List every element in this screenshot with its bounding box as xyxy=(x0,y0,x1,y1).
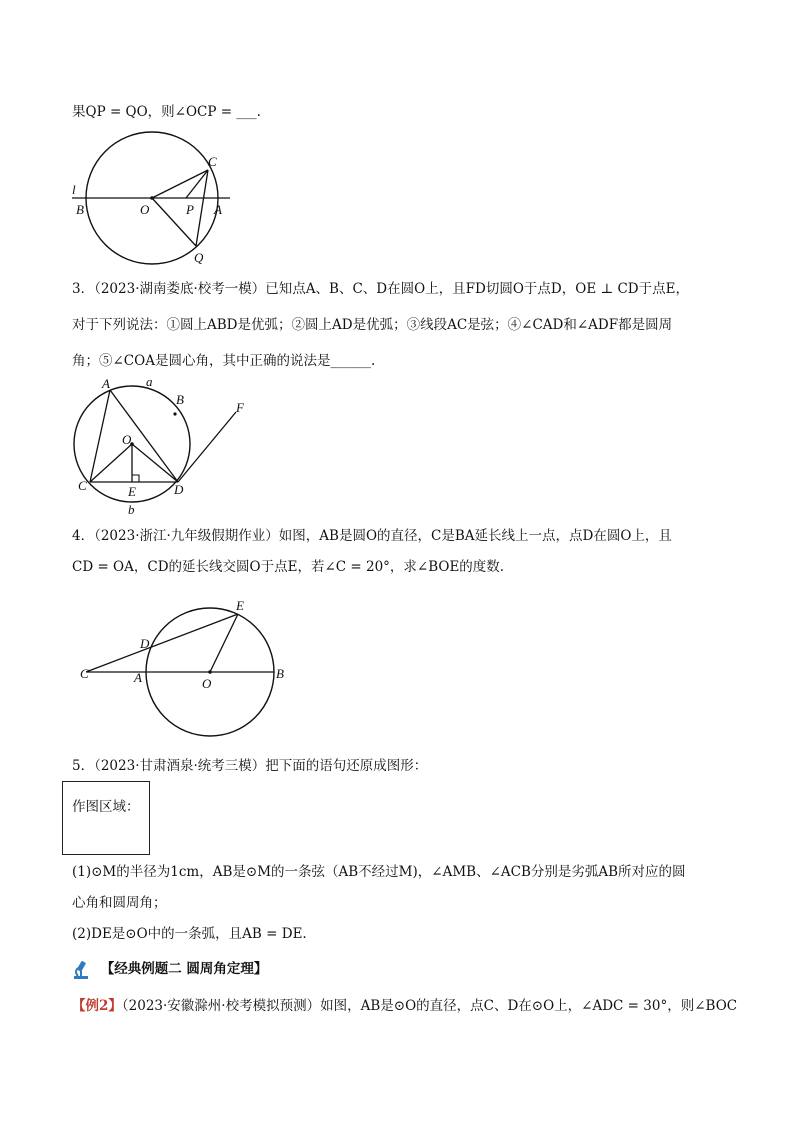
drawing-area-label: 作图区域： xyxy=(72,799,140,815)
fig4-label-e: E xyxy=(236,598,244,613)
figure-q3 xyxy=(68,372,258,520)
q4-line2: CD = OA，CD的延长线交圆O于点E，若∠C = 20°，求∠BOE的度数. xyxy=(72,559,505,575)
drawing-area-box xyxy=(62,781,150,855)
figure-q2 xyxy=(68,128,238,268)
fig4-label-o: O xyxy=(202,676,212,691)
fig3-label-d: D xyxy=(174,482,184,497)
fig2-label-o: O xyxy=(140,202,150,217)
fig3-label-c: C xyxy=(78,478,87,493)
fig3-label-arc-a: a xyxy=(146,374,153,389)
microscope-icon xyxy=(70,959,92,981)
fig2-label-a: A xyxy=(214,202,222,217)
q5-item2: (2)DE是⊙O中的一条弧，且AB = DE. xyxy=(72,926,307,942)
fig3-label-e: E xyxy=(128,484,136,499)
fig4-label-b: B xyxy=(276,666,284,681)
example-2-text: （2023·安徽滁州·校考模拟预测）如图，AB是⊙O的直径，点C、D在⊙O上，∠ADC = 30°，则∠BOC xyxy=(121,998,738,1014)
example-section-title xyxy=(70,957,267,981)
example-2-tag: 【例2】 xyxy=(72,998,122,1014)
fig2-label-p: P xyxy=(186,202,194,217)
q3-line2: 对于下列说法：①圆上ABD是优弧；②圆上AD是优弧；③线段AC是弦；④∠CAD和∠ADF都是圆周 xyxy=(72,317,673,333)
fig3-label-a: A xyxy=(102,376,110,391)
q4-line1: 4．（2023·浙江·九年级假期作业）如图，AB是圆O的直径，C是BA延长线上一点，点D在圆O上，且 xyxy=(72,528,672,544)
q5-item1-a: (1)⊙M的半径为1cm，AB是⊙M的一条弦（AB不经过M)，∠AMB、∠ACB分别是劣弧AB所对应的圆 xyxy=(72,864,686,880)
fig2-label-c: C xyxy=(208,154,217,169)
fig3-label-o: O xyxy=(122,432,132,447)
q5-item1-b: 心角和圆周角； xyxy=(72,895,167,911)
fig2-label-l: l xyxy=(72,182,76,197)
fig4-label-a: A xyxy=(134,670,142,685)
q3-line1: 3．（2023·湖南娄底·校考一模）已知点A、B、C、D在圆O上，且FD切圆O于点D，OE ⊥ CD于点E， xyxy=(72,281,689,297)
fig3-label-b: B xyxy=(176,392,184,407)
fig2-label-b: B xyxy=(76,202,84,217)
q3-line3: 角；⑤∠COA是圆心角，其中正确的说法是______. xyxy=(72,353,376,369)
figure-q4 xyxy=(72,598,302,740)
q5-line1: 5．（2023·甘肃酒泉·统考三模）把下面的语句还原成图形： xyxy=(72,758,428,774)
q2-line: 果QP = QO，则∠OCP = ___. xyxy=(72,104,261,120)
fig3-label-f: F xyxy=(236,400,244,415)
example-title-text: 【经典例题二 圆周角定理】 xyxy=(100,961,268,977)
example-2-line xyxy=(72,997,737,1015)
fig4-label-d: D xyxy=(140,636,150,651)
fig3-label-arc-b: b xyxy=(128,502,135,517)
fig4-label-c: C xyxy=(80,666,89,681)
fig2-label-q: Q xyxy=(194,250,204,265)
